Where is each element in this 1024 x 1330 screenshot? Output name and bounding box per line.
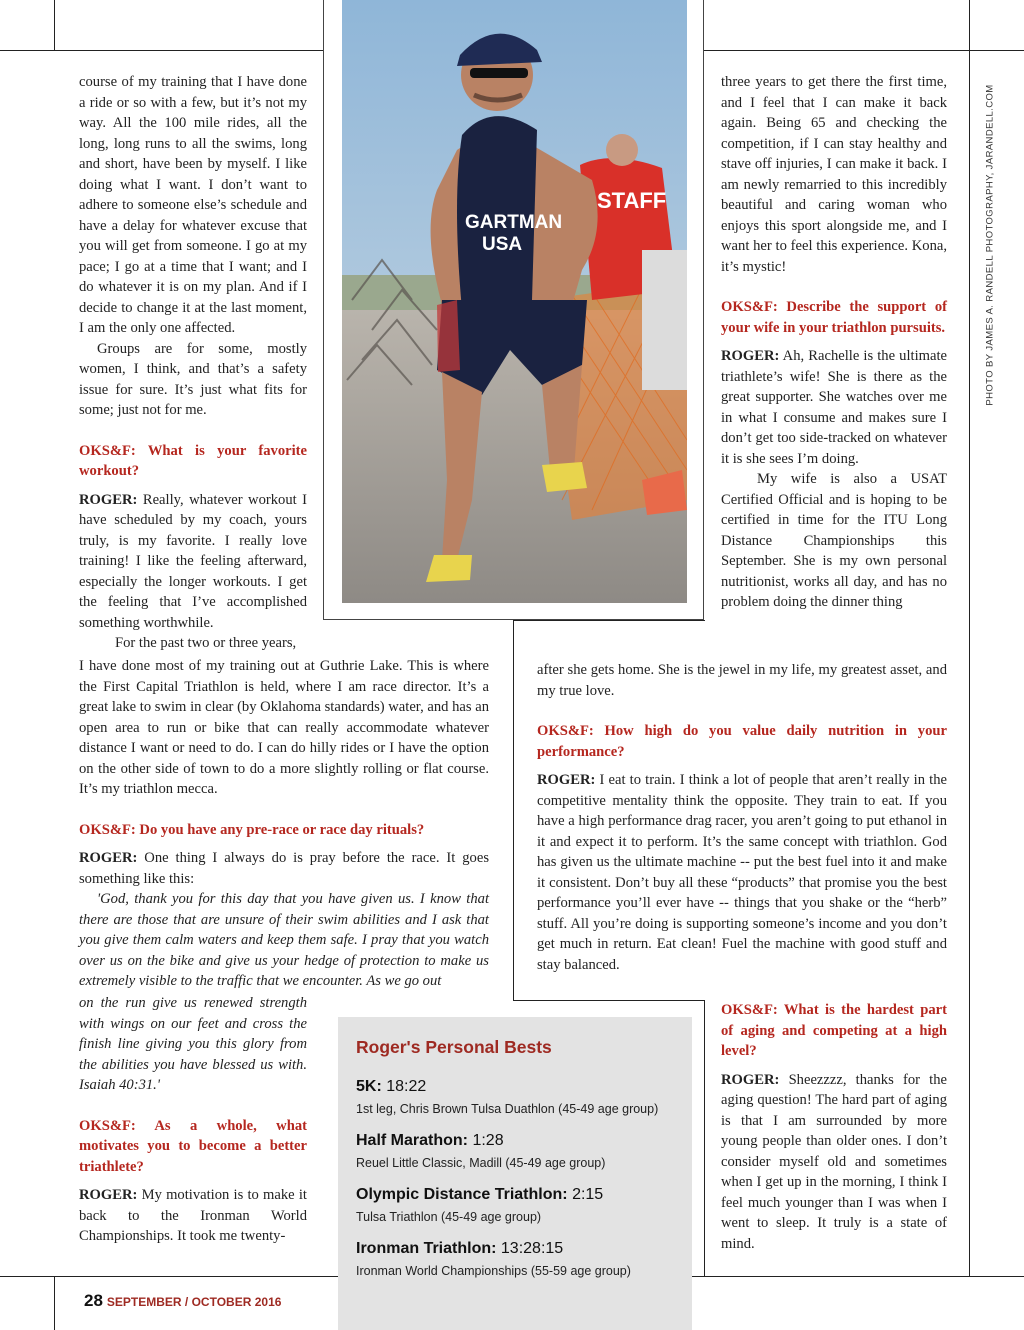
left-column (79, 72, 307, 654)
answer-paragraph (79, 490, 307, 634)
question-heading: OKS&F: What is the hardest part of aging and competing at a high level? (721, 1002, 947, 1059)
personal-best-entry (356, 1078, 658, 1116)
left-paragraph: course of my training that I have done a ride or so with a few, but it’s not my way. All the 100 mile rides, all the long, long runs to all the swims, long and short, have been by myself. I like doing what I want. I don’t want to adhere to someone else’s schedule and have a delay for whatever excuse that you will get from someone. I go at my pace; I go at a time that I want; and I do whatever it is on my plan. And if I decide to change it at the last moment, I am the only one affected. (79, 74, 307, 336)
lower-right-column (721, 990, 947, 1254)
frame-wrap-box-vertical (513, 620, 514, 1000)
frame-top-right-rule (704, 50, 1024, 51)
answer-paragraph (721, 1070, 947, 1255)
issue-date: SEPTEMBER / OCTOBER 2016 (106, 1295, 282, 1309)
answer-lead: ROGER: (79, 1187, 138, 1203)
answer-paragraph (537, 770, 947, 975)
frame-wrap-box-right (704, 1000, 705, 1276)
prayer-text: 'God, thank you for this day that you have given us. I know that there are those that are unsure of their swim abilities and I ask that you give them calm waters and keep them safe. I pray that you watch over us on the bike and give us your hedge of protection to make us extremely visible to the traffic that we encounter. As we go out (79, 891, 489, 989)
right-paragraph: three years to get there the first time, and I feel that I can make it back again. Being 65 and checking the competition, if I can stay healthy and stave off injuries, I can make it back. I am newly remarried to this incredibly beautiful and caring woman who enjoys this sport alongside me, and I want her to feel this experience. Kona, it’s mystic! (721, 74, 947, 275)
bib-name: GARTMAN (465, 212, 563, 233)
question-heading: OKS&F: How high do you value daily nutrition in your performance? (537, 723, 947, 760)
event-time: 2:15 (572, 1186, 604, 1203)
event-detail: Reuel Little Classic, Madill (45-49 age group) (356, 1156, 606, 1170)
wide-paragraph: after she gets home. She is the jewel in my life, my greatest asset, and my true love. (537, 662, 947, 699)
answer-text: Ah, Rachelle is the ultimate triathlete’s wife! She is there as the great supporter. She watches over me in what I consume and makes sure I don’t get too side-tracked on whatever it is she sees I’m doing. (721, 348, 947, 467)
event-detail: Ironman World Championships (55-59 age group) (356, 1264, 631, 1278)
athlete-photo (323, 0, 704, 620)
left-paragraph: For the past two or three years, (115, 635, 297, 651)
wide-left-column (79, 656, 489, 992)
answer-text: One thing I always do is pray before the race. It goes something like this: (79, 850, 489, 887)
page-footer (84, 1291, 281, 1311)
answer-text: I eat to train. I think a lot of people that aren’t really in the competitive mentality think the opposite. They train to eat. If you have a high performance drag racer, you aren’t going to put ethanol in it and expect it to perform. It’s the same concept with triathlon. God has given us the ultimate machine -- put the best fuel into it and make it consistent. Don’t buy all these “products” that promise you the best performance you’ll ever have -- things that you shake or the “herb” stuff. All you’re doing is supporting someone’s income and you don’t get much in return. Eat clean! Fuel the machine with good stuff and stay balanced. (537, 772, 947, 973)
photo-credit: PHOTO BY JAMES A. RANDELL PHOTOGRAPHY, JARANDELL.COM (984, 84, 996, 406)
answer-lead: ROGER: (721, 1071, 780, 1088)
question-heading: OKS&F: What is your favorite workout? (79, 442, 307, 479)
personal-bests-box (338, 1017, 692, 1330)
frame-left-vertical (54, 0, 55, 50)
page-number: 28 (84, 1291, 103, 1310)
event-detail: 1st leg, Chris Brown Tulsa Duathlon (45-49 age group) (356, 1102, 659, 1116)
frame-top-left-rule (0, 50, 323, 51)
event-time: 18:22 (386, 1078, 427, 1095)
staff-label: STAFF (597, 188, 667, 213)
answer-paragraph (721, 346, 947, 469)
frame-wrap-box-top (513, 620, 705, 621)
personal-best-entry (356, 1240, 631, 1278)
event-name: 5K: (356, 1078, 382, 1095)
answer-paragraph (79, 1185, 307, 1247)
event-time: 13:28:15 (500, 1240, 564, 1257)
question-heading: OKS&F: Describe the support of your wife in your triathlon pursuits. (721, 299, 947, 336)
personal-best-entry (356, 1132, 605, 1170)
bib-country: USA (482, 234, 523, 255)
event-name: Ironman Triathlon: (356, 1240, 497, 1257)
prayer-text: on the run give us renewed strength with wings on our feet and cross the finish line giving you this glory from the abilities you have blessed us with. Isaiah 40:31.' (79, 995, 307, 1093)
answer-text: My motivation is to make it back to the Ironman World Championships. It took me twenty- (79, 1187, 307, 1244)
answer-lead: ROGER: (721, 348, 780, 364)
frame-bottom-left-vertical (54, 1276, 55, 1330)
event-detail: Tulsa Triathlon (45-49 age group) (356, 1210, 542, 1224)
event-name: Olympic Distance Triathlon: (356, 1186, 568, 1203)
frame-right-vertical (969, 0, 970, 1276)
right-paragraph: My wife is also a USAT Certified Official and is hoping to be certified in time for the ITU Long Distance Championships this September. She is my own personal nutritionist, works all day, and has no problem doing the dinner thing (721, 471, 947, 610)
answer-paragraph (79, 848, 489, 889)
wide-right-column (537, 660, 947, 975)
personal-best-entry (356, 1186, 603, 1224)
event-time: 1:28 (472, 1132, 504, 1149)
personal-bests-title: Roger's Personal Bests (356, 1037, 552, 1057)
answer-text: Really, whatever workout I have scheduled by my coach, yours truly, is my favorite. I really love training! I like the feeling afterward, especially the longer workouts. I get the feeling that I’ve accomplished something worthwhile. (79, 491, 307, 631)
left-paragraph: Groups are for some, mostly women, I think, and that’s a safety issue for sure. It’s just what fits for some; just not for me. (79, 340, 307, 418)
answer-lead: ROGER: (79, 850, 138, 866)
athlete-photo-illustration (342, 0, 687, 603)
answer-lead: ROGER: (79, 491, 138, 508)
lower-left-column (79, 993, 307, 1247)
right-column (721, 72, 947, 613)
wide-paragraph: I have done most of my training out at Guthrie Lake. This is where the First Capital Triathlon is held, where I am race director. It’s a great lake to swim in clear (by Oklahoma standards) water, and has an open area to run or bike that can really accommodate whatever distance I want or need to do. I can do hilly rides or I have the option on the other side of town to do a more slightly rolling or flat course. It’s my triathlon mecca. (79, 658, 489, 797)
question-heading: OKS&F: As a whole, what motivates you to become a better triathlete? (79, 1117, 307, 1175)
question-heading: OKS&F: Do you have any pre-race or race day rituals? (79, 821, 425, 838)
event-name: Half Marathon: (356, 1132, 468, 1149)
answer-lead: ROGER: (537, 772, 596, 788)
frame-wrap-box-bottom (513, 1000, 705, 1001)
answer-text: Sheezzzz, thanks for the aging question! The hard part of aging is that I am surrounded by more young people than older ones. I don’t consider myself old and sometimes when I get up in the morning, I think I feel much younger than I was when I went to sleep. It truly is a state of mind. (721, 1071, 947, 1252)
